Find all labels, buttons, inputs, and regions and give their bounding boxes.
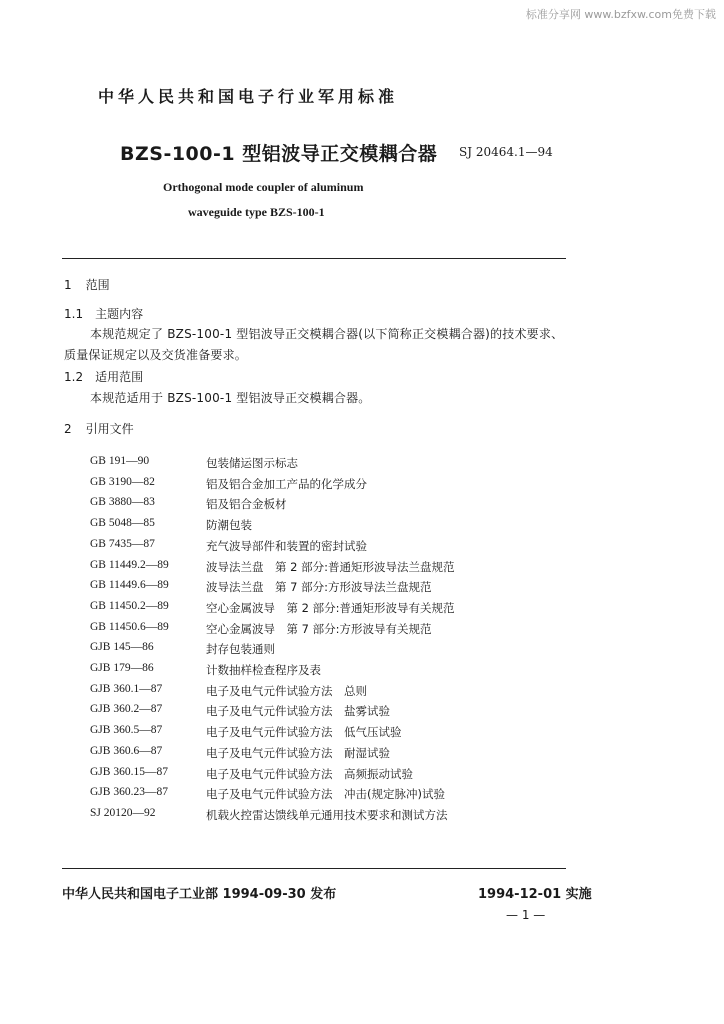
reference-code: GB 11450.6—89: [90, 621, 169, 633]
section-2-heading: [64, 420, 134, 437]
reference-title: 充气波导部件和装置的密封试验: [206, 539, 367, 553]
reference-title: 波导法兰盘 第 2 部分:普通矩形波导法兰盘规范: [206, 560, 455, 574]
section-number: 1.2: [64, 370, 84, 384]
section-1-1-heading: [64, 305, 143, 322]
section-1-1-text-line-1: 本规范规定了 BZS-100-1 型铝波导正交模耦合器(以下简称正交模耦合器)的技术要求、: [90, 327, 564, 341]
reference-title: 空心金属波导 第 2 部分:普通矩形波导有关规范: [206, 601, 455, 615]
reference-title: 电子及电气元件试验方法 盐雾试验: [206, 704, 390, 718]
reference-code: GB 5048—85: [90, 517, 155, 529]
section-number: 2: [64, 422, 72, 436]
reference-code: GJB 145—86: [90, 641, 154, 653]
standard-number: SJ 20464.1—94: [459, 145, 553, 159]
reference-title: 波导法兰盘 第 7 部分:方形波导法兰盘规范: [206, 580, 432, 594]
reference-code: GJB 360.23—87: [90, 786, 168, 798]
document-title: BZS-100-1 型铝波导正交模耦合器: [120, 143, 438, 165]
reference-title: 计数抽样检查程序及表: [206, 663, 321, 677]
reference-code: GJB 360.6—87: [90, 745, 163, 757]
reference-code: GJB 360.2—87: [90, 703, 163, 715]
reference-code: GB 3190—82: [90, 476, 155, 488]
section-1-heading: [64, 276, 110, 293]
reference-title: 电子及电气元件试验方法 低气压试验: [206, 725, 402, 739]
footer-divider: [62, 868, 566, 869]
section-title: 适用范围: [95, 370, 144, 384]
issue-statement: 中华人民共和国电子工业部 1994-09-30 发布: [62, 887, 337, 902]
section-number: 1.1: [64, 307, 84, 321]
reference-title: 铝及铝合金板材: [206, 497, 287, 511]
section-number: 1: [64, 278, 72, 292]
reference-title: 电子及电气元件试验方法 耐湿试验: [206, 746, 390, 760]
reference-code: GJB 179—86: [90, 662, 154, 674]
english-title-line-1: Orthogonal mode coupler of aluminum: [163, 180, 364, 194]
page-number: — 1 —: [506, 908, 546, 922]
title-divider: [62, 258, 566, 259]
reference-title: 电子及电气元件试验方法 冲击(规定脉冲)试验: [206, 787, 445, 801]
reference-code: GB 11450.2—89: [90, 600, 169, 612]
standard-category-header: 中华人民共和国电子行业军用标准: [98, 87, 399, 106]
effective-date: 1994-12-01 实施: [478, 887, 592, 902]
reference-code: GB 191—90: [90, 455, 150, 467]
reference-title: 电子及电气元件试验方法 总则: [206, 684, 367, 698]
section-title: 范围: [85, 278, 110, 292]
watermark: 标准分享网 www.bzfxw.com免费下载: [525, 8, 716, 21]
reference-title: 封存包装通则: [206, 642, 275, 656]
reference-title: 机载火控雷达馈线单元通用技术要求和测试方法: [206, 808, 448, 822]
section-title: 主题内容: [95, 307, 144, 321]
english-title-line-2: waveguide type BZS-100-1: [188, 205, 325, 219]
reference-title: 防潮包装: [206, 518, 252, 532]
reference-title: 包装储运图示标志: [206, 456, 298, 470]
reference-code: GJB 360.15—87: [90, 766, 168, 778]
reference-code: GB 11449.6—89: [90, 579, 169, 591]
reference-code: GB 3880—83: [90, 496, 155, 508]
section-title: 引用文件: [85, 422, 134, 436]
reference-title: 铝及铝合金加工产品的化学成分: [206, 477, 367, 491]
section-1-1-text-line-2: 质量保证规定以及交货准备要求。: [64, 348, 248, 362]
section-1-2-text: 本规范适用于 BZS-100-1 型铝波导正交模耦合器。: [90, 391, 371, 405]
reference-title: 电子及电气元件试验方法 高频振动试验: [206, 767, 413, 781]
reference-code: GB 11449.2—89: [90, 559, 169, 571]
reference-title: 空心金属波导 第 7 部分:方形波导有关规范: [206, 622, 432, 636]
reference-code: GB 7435—87: [90, 538, 155, 550]
reference-code: GJB 360.5—87: [90, 724, 163, 736]
reference-code: SJ 20120—92: [90, 807, 156, 819]
reference-code: GJB 360.1—87: [90, 683, 163, 695]
section-1-2-heading: [64, 368, 143, 385]
